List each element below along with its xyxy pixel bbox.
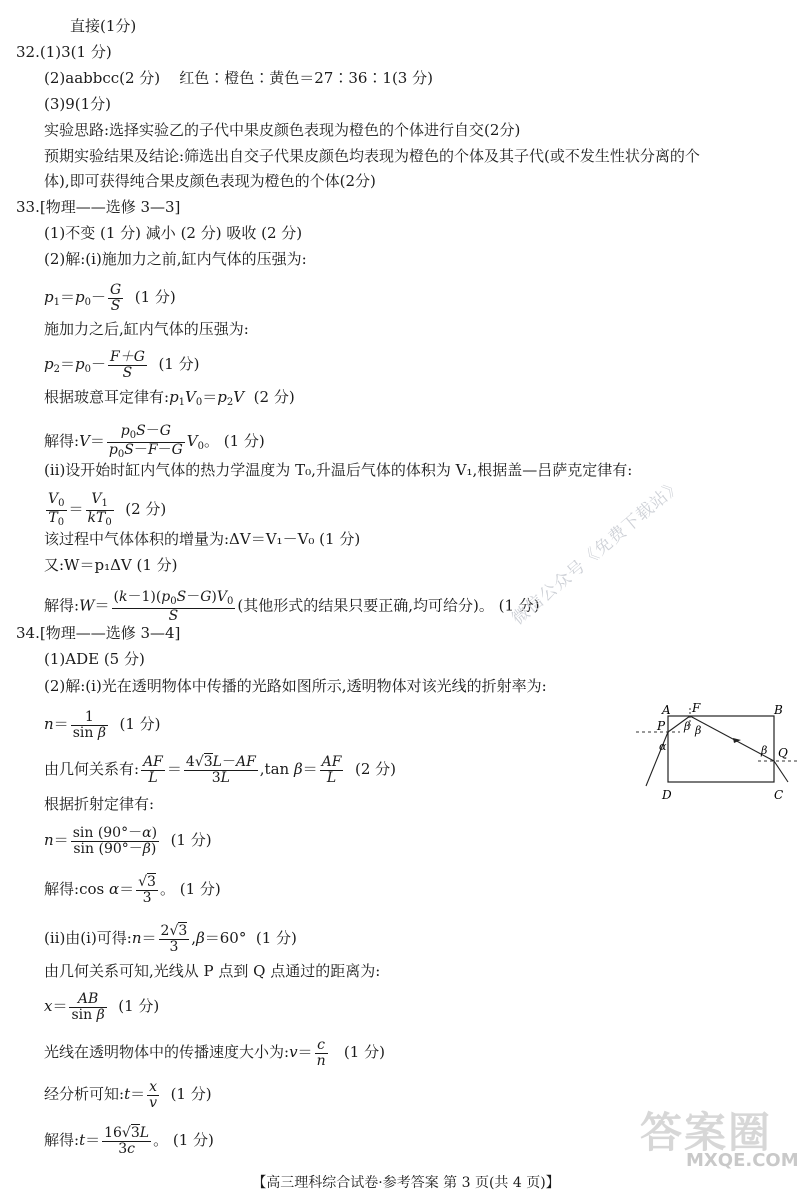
label-b: B — [774, 703, 783, 717]
q34-refraction: 根据折射定律有: — [44, 795, 155, 813]
q33-part1: (1)不变 (1 分) 减小 (2 分) 吸收 (2 分) — [44, 224, 303, 242]
q34-solve-t: 解得:t＝ $\frac{16√3L}{3c}$ 。 (1 分) — [44, 1125, 214, 1157]
fraction: $\frac{p_0S-G}{p_0S-F-G}$ — [108, 423, 183, 460]
fraction: $\frac{4√3L-AF}{3L}$ — [185, 754, 256, 786]
solve-label: 解得: — [44, 1131, 80, 1150]
fraction: $\frac{AB}{\text{sin β}}$ — [71, 991, 105, 1023]
q34-distance: 由几何关系可知,光线从 P 点到 Q 点通过的距离为: — [44, 962, 381, 980]
q34-eq-snell: n＝ $\frac{\sin (90^\circ-\alpha)}{\sin (90^\circ-\beta)}$ (1 分) — [44, 825, 212, 857]
q34-eq-n: n＝ $\frac{1}{\text{sin β}}$ (1 分) — [44, 709, 161, 741]
label-beta-1: β — [684, 720, 691, 733]
q34-heading: 34.[物理——选修 3—4] — [16, 624, 181, 642]
q33-eq-p1: $p_1=p_0-$ $\frac{G}{S}$ (1 分) — [44, 282, 176, 314]
score: (1 分) — [170, 831, 212, 850]
score: (1 分) — [255, 929, 297, 948]
q32-part2-ratio: 红色∶橙色∶黄色＝27∶36∶1(3 分) — [179, 69, 433, 87]
fraction: $\frac{2√3}{3}$ — [160, 923, 188, 955]
fraction: $\frac{16√3L}{3c}$ — [104, 1125, 150, 1157]
score: (1 分) — [343, 1043, 385, 1062]
q34-time: 经分析可知:t＝ $\frac{x}{v}$ (1 分) — [44, 1079, 212, 1111]
fraction: $\frac{x}{v}$ — [149, 1079, 158, 1111]
q33-solve-w: 解得:W＝ $\frac{(k-1)(p_0S-G)V_0}{S}$ (其他形式的结果只要正确,均可给分)。 (1 分) — [44, 589, 540, 624]
q33-work: 又:W＝p₁ΔV (1 分) — [44, 556, 178, 574]
score: (1 分) — [118, 997, 160, 1016]
q34-part1: (1)ADE (5 分) — [44, 650, 145, 668]
fraction: $\frac{√3}{3}$ — [138, 874, 156, 906]
q33-eq-p2: $p_2=p_0-$ $\frac{F+G}{S}$ (1 分) — [44, 349, 200, 381]
q34-part2-ii: (ⅱ)由(ⅰ)可得:n＝ $\frac{2√3}{3}$ ,β＝60° (1 分) — [44, 923, 297, 955]
q33-boyle: 根据玻意耳定律有$:p_1V_0=p_2V$ (2 分) — [44, 388, 295, 408]
site-logo-url: MXQE.COM — [686, 1150, 799, 1171]
q34-solve-cos: 解得:cos α＝ $\frac{√3}{3}$ 。 (1 分) — [44, 874, 221, 906]
q32-idea: 实验思路:选择实验乙的子代中果皮颜色表现为橙色的个体进行自交(2分) — [44, 121, 521, 139]
score: (1 分) — [170, 1085, 212, 1104]
solve-label: 解得: — [44, 596, 80, 615]
label-a: A — [662, 703, 671, 717]
fraction: $\frac{AF}{L}$ — [321, 754, 342, 786]
fraction: $\frac{AF}{L}$ — [143, 754, 163, 786]
score: (2 分) — [253, 388, 295, 406]
q33-solve-v: 解得:V＝ $\frac{p_0S-G}{p_0S-F-G}$ $V_0$。 (1 分) — [44, 423, 265, 460]
score: (1 分) — [158, 355, 200, 374]
fraction: $\frac{F+G}{S}$ — [110, 349, 145, 381]
fraction: $\frac{V_1}{kT_0}$ — [87, 491, 112, 528]
continued-answer: 直接(1分) — [70, 17, 137, 35]
fraction: $\frac{c}{n}$ — [316, 1037, 326, 1069]
q33-eq-gaylussac: $\frac{V_0}{T_0}$ ＝ $\frac{V_1}{kT_0}$ (2 分) — [48, 491, 167, 528]
q33-part2-intro: (2)解:(ⅰ)施加力之前,缸内气体的压强为: — [44, 250, 307, 268]
site-logo: 答案圈 — [640, 1108, 773, 1157]
q32-number: 32. — [16, 43, 40, 61]
q33-after: 施加力之后,缸内气体的压强为: — [44, 320, 249, 338]
q34-geometry: 由几何关系有: $\frac{AF}{L}$ ＝ $\frac{4√3L-AF}{3L}$ ,tan β＝ $\frac{AF}{L}$ (2 分) — [44, 754, 397, 786]
score: (2 分) — [125, 500, 167, 518]
label-f: F — [692, 701, 701, 715]
fraction: $\frac{V_0}{T_0}$ — [48, 491, 65, 528]
score: (2 分) — [355, 760, 397, 779]
label-c: C — [774, 788, 784, 802]
solve-label: 解得: — [44, 880, 80, 899]
q34-part2-intro: (2)解:(ⅰ)光在透明物体中传播的光路如图所示,透明物体对该光线的折射率为: — [44, 677, 547, 695]
q33-delta-v: 该过程中气体体积的增量为:ΔV＝V₁－V₀ (1 分) — [44, 530, 361, 548]
q32-result-line1: 预期实验结果及结论:筛选出自交子代果皮颜色均表现为橙色的个体及其子代(或不发生性状分离的个 — [44, 147, 700, 165]
q34-speed: 光线在透明物体中的传播速度大小为:v＝ $\frac{c}{n}$ (1 分) — [44, 1037, 385, 1069]
label-q: Q — [778, 746, 788, 760]
label-d: D — [662, 788, 672, 802]
page-footer: 【高三理科综合试卷·参考答案 第 3 页(共 4 页)】 — [252, 1175, 560, 1191]
q32-result-line2: 体),即可获得纯合果皮颜色表现为橙色的个体(2分) — [44, 172, 376, 190]
emergent-ray — [774, 761, 788, 782]
speed-label: 光线在透明物体中的传播速度大小为: — [44, 1043, 290, 1062]
geo-label: 由几何关系有: — [44, 760, 140, 779]
fraction: $\frac{G}{S}$ — [110, 282, 122, 314]
q33-part2-ii: (ⅱ)设开始时缸内气体的热力学温度为 T₀,升温后气体的体积为 V₁,根据盖—吕萨克定律有: — [44, 461, 633, 479]
tail: (其他形式的结果只要正确,均可给分)。 (1 分) — [237, 596, 540, 615]
label-alpha: α — [659, 740, 667, 753]
fraction: $\frac{1}{\text{sin β}}$ — [72, 709, 106, 741]
fraction: $\frac{\sin (90^\circ-\alpha)}{\sin (90^\circ-\beta)}$ — [72, 825, 158, 857]
q32-part2 — [44, 69, 433, 87]
q32-item — [16, 43, 112, 61]
score: 。 (1 分) — [203, 432, 265, 450]
label-beta-3: β — [761, 744, 768, 757]
q34-eq-x: x＝ $\frac{AB}{\text{sin β}}$ (1 分) — [44, 991, 160, 1023]
watermark-text: 微信公众号《免费下载站》 — [508, 474, 687, 630]
score: 。 (1 分) — [159, 880, 221, 899]
label-p: P — [657, 719, 666, 733]
boyle-label: 根据玻意耳定律有: — [44, 388, 170, 406]
ii-label: (ⅱ)由(ⅰ)可得: — [44, 929, 132, 948]
label-beta-2: β — [695, 724, 702, 737]
q33-heading: 33.[物理——选修 3—3] — [16, 198, 181, 216]
score: 。 (1 分) — [153, 1131, 214, 1150]
anal-label: 经分析可知: — [44, 1085, 125, 1104]
light-path-diagram — [628, 698, 803, 808]
q32-part1: (1)3(1 分) — [39, 43, 112, 61]
score: (1 分) — [134, 288, 176, 307]
q32-part2-genotype: (2)aabbcc(2 分) — [44, 69, 161, 87]
fraction: $\frac{(k-1)(p_0S-G)V_0}{S}$ — [113, 589, 234, 624]
score: (1 分) — [119, 715, 161, 734]
q32-part3: (3)9(1分) — [44, 95, 112, 113]
solve-label: 解得: — [44, 432, 80, 450]
